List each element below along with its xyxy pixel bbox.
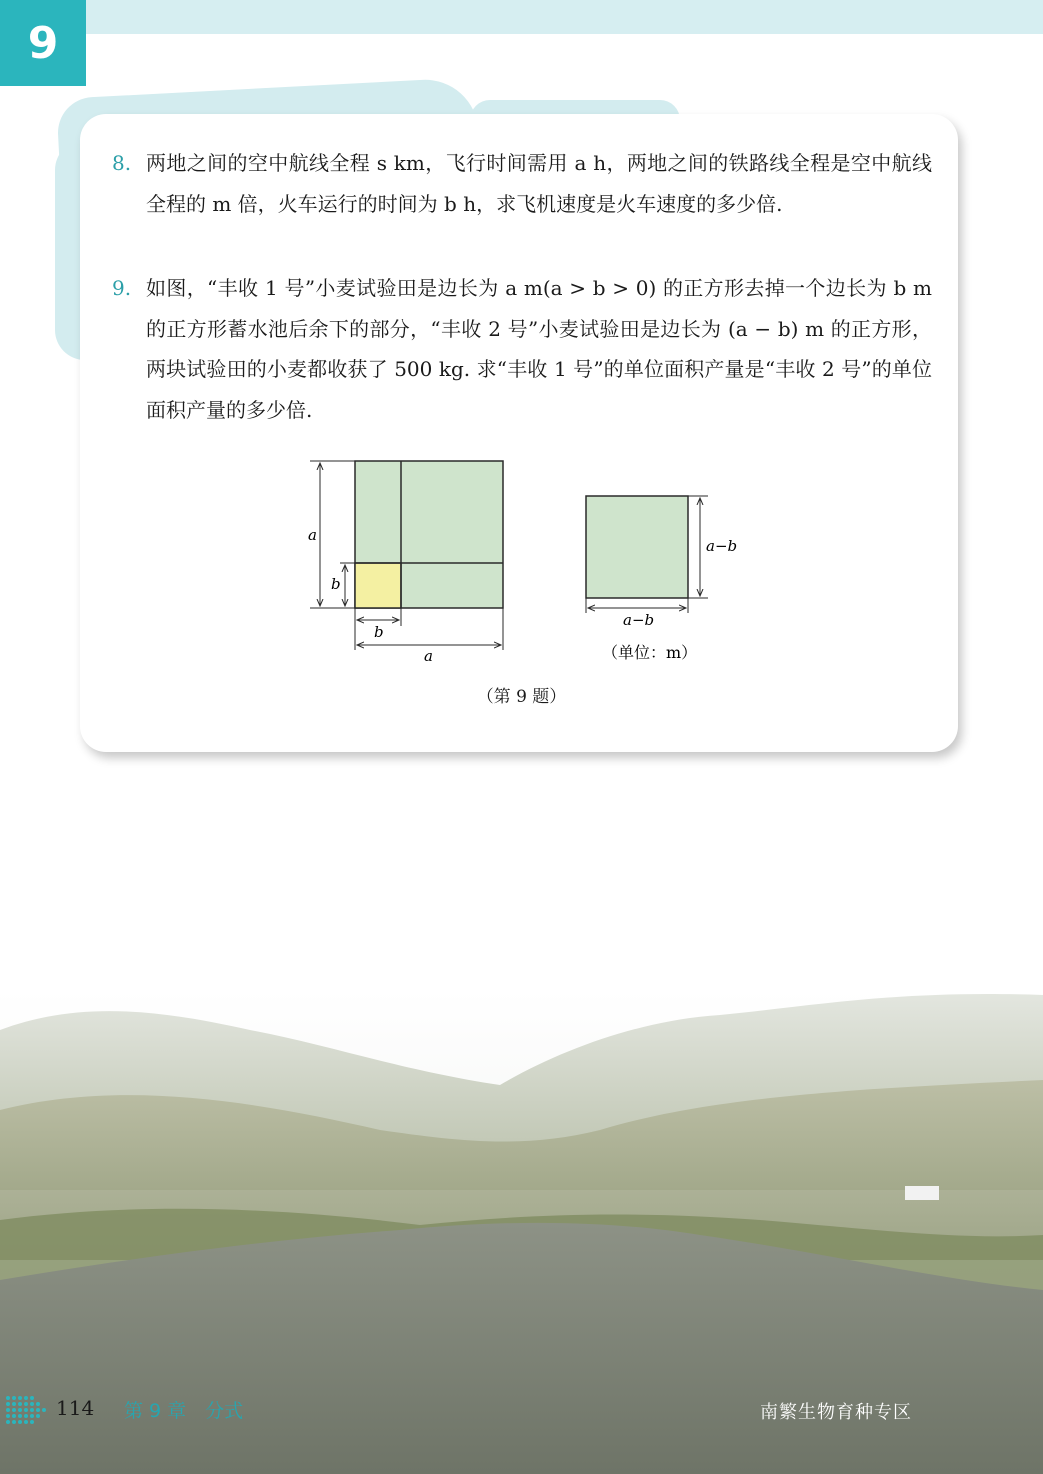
figure-caption: （第 9 题） <box>476 687 567 707</box>
footer-dots-icon <box>4 1390 52 1430</box>
figure-9 <box>290 450 760 675</box>
page-number: 114 <box>56 1396 95 1420</box>
chapter-label: 第 9 章 分式 <box>124 1400 244 1422</box>
dim-label-b-bottom: b <box>374 623 384 641</box>
chapter-number: 9 <box>27 17 59 69</box>
pond-square <box>355 563 401 608</box>
dim-label-amb-bottom: a−b <box>623 611 655 629</box>
dim-label-amb-right: a−b <box>706 537 738 555</box>
chapter-tab <box>0 0 86 86</box>
unit-note: （单位：m） <box>602 643 698 662</box>
problem-8 <box>112 143 932 224</box>
problem-number: 8. <box>112 151 132 175</box>
dim-label-b-left: b <box>331 575 341 593</box>
dim-label-a-left: a <box>308 526 317 544</box>
problem-text: 如图，“丰收 1 号”小麦试验田是边长为 a m(a > b > 0) 的正方形去掉一个边长为 b m 的正方形蓄水池后余下的部分，“丰收 2 号”小麦试验田是边长为 (a − b) m 的正方形，两块试验田的小麦都收获了 500 kg. 求“丰收 1 号”的单位面积产量是“丰收 2 号”的单位面积产量的多少倍. <box>146 276 932 422</box>
problem-text: 两地之间的空中航线全程 s km，飞行时间需用 a h，两地之间的铁路线全程是空中航线全程的 m 倍，火车运行的时间为 b h，求飞机速度是火车速度的多少倍. <box>146 151 932 216</box>
top-band <box>0 0 1043 34</box>
problem-9 <box>112 268 932 430</box>
field-2-square <box>586 496 688 598</box>
watermark: 南繁生物育种专区 <box>760 1402 912 1423</box>
problem-number: 9. <box>112 276 132 300</box>
dim-label-a-bottom: a <box>424 647 433 665</box>
